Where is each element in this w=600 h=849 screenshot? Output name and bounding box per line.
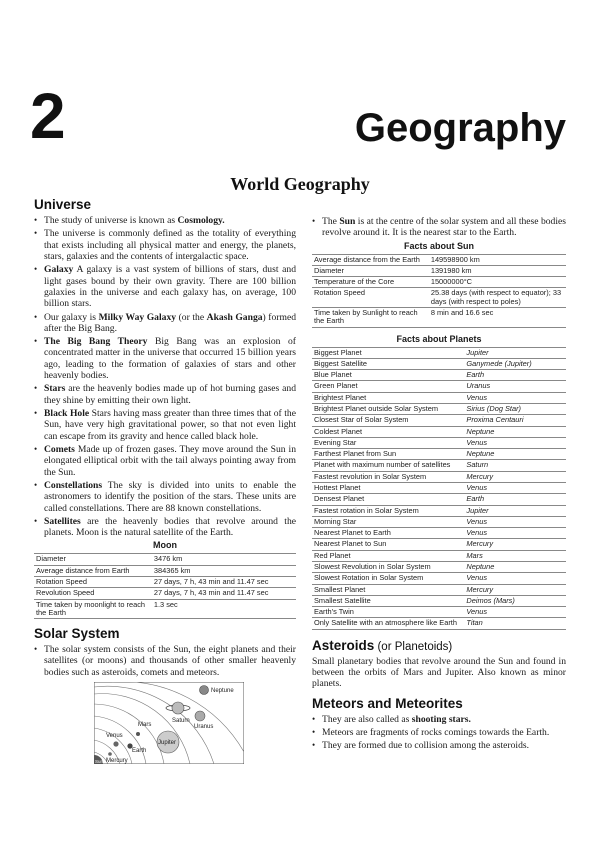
list-item: • Our galaxy is Milky Way Galaxy (or the Akash Ganga) formed after the Big Bang. <box>34 312 296 335</box>
list-item: • The Sun is at the centre of the solar system and all these bodies revolve around it. It is the nearest star to the Earth. <box>312 216 566 239</box>
table-row: Brightest Planet outside Solar System Sirius (Dog Star) <box>312 404 566 415</box>
universe-list <box>34 215 296 538</box>
table-row: Densest Planet Earth <box>312 494 566 505</box>
table-row: Only Satellite with an atmosphere like Earth Titan <box>312 618 566 629</box>
list-item: • The solar system consists of the Sun, the eight planets and their satellites (or moons) and thousands of other smaller heavenly bodies such as asteroids, comets and meteors. <box>34 644 296 678</box>
table-row: Earth's Twin Venus <box>312 607 566 618</box>
list-item: • Meteors are fragments of rocks comings towards the Earth. <box>312 727 566 738</box>
table-row: Diameter 3476 km <box>34 554 296 565</box>
table-row: Average distance from the Earth 149598900 km <box>312 254 566 265</box>
table-row: Biggest Satellite Ganymede (Jupiter) <box>312 358 566 369</box>
table-row: Fastest revolution in Solar System Mercury <box>312 471 566 482</box>
table-row: Evening Star Venus <box>312 437 566 448</box>
table-row: Rotation Speed 27 days, 7 h, 43 min and 11.47 sec <box>34 577 296 588</box>
chapter-number: 2 <box>30 80 66 152</box>
planets-table <box>312 347 566 630</box>
asteroids-heading: Asteroids (or Planetoids) <box>312 637 453 653</box>
list-item: • Constellations The sky is divided into units to enable the astronomers to identify the position of the stars. These units are called constellations. There are 88 known constellations. <box>34 480 296 514</box>
table-row: Closest Star of Solar System Proxima Centauri <box>312 415 566 426</box>
meteors-list <box>312 714 566 752</box>
table-row: Slowest Rotation in Solar System Venus <box>312 573 566 584</box>
earth-label: Earth <box>132 748 147 755</box>
list-item: • Stars are the heavenly bodies made up of hot burning gases and they shine by emitting their own light. <box>34 383 296 406</box>
table-row: Rotation Speed 25.38 days (with respect to equator); 33 days (with respect to poles) <box>312 288 566 308</box>
table-row: Time taken by Sunlight to reach the Earth 8 min and 16.6 sec <box>312 308 566 328</box>
table-row: Morning Star Venus <box>312 516 566 527</box>
table-row: Nearest Planet to Earth Venus <box>312 528 566 539</box>
left-column <box>34 197 296 764</box>
list-item: • Black Hole Stars having mass greater than three times that of the Sun, have very high gravitational power, so that not even light can escape from its gravity and hence called black hole. <box>34 408 296 442</box>
table-row: Revolution Speed 27 days, 7 h, 43 min and 11.47 sec <box>34 588 296 599</box>
uranus-label: Uranus <box>194 724 214 731</box>
chapter-title: Geography <box>354 106 566 150</box>
sun-intro-list <box>312 216 566 239</box>
list-item: • The Big Bang Theory Big Bang was an explosion of concentrated matter in the universe that occurred 15 billion years ago, leading to the formation of galaxies of stars and other heavenly bodies. <box>34 336 296 381</box>
planets-table-title: Facts about Planets <box>396 333 482 344</box>
right-column <box>312 216 566 754</box>
list-item: • They are also called as shooting stars. <box>312 714 566 725</box>
table-row: Biggest Planet Jupiter <box>312 347 566 358</box>
moon-table <box>34 553 296 619</box>
list-item: • The study of universe is known as Cosmology. <box>34 215 296 226</box>
table-row: Average distance from Earth 384365 km <box>34 565 296 576</box>
table-row: Time taken by moonlight to reach the Earth 1.3 sec <box>34 599 296 619</box>
universe-heading: Universe <box>34 197 92 212</box>
meteors-heading: Meteors and Meteorites <box>312 695 463 711</box>
sun-table <box>312 254 566 328</box>
saturn-label: Saturn <box>172 718 190 725</box>
list-item: • They are formed due to collision among the asteroids. <box>312 740 566 751</box>
solar-system-heading: Solar System <box>34 626 120 642</box>
table-row: Diameter 1391980 km <box>312 265 566 276</box>
mars-label: Mars <box>138 722 152 729</box>
table-row: Green Planet Uranus <box>312 381 566 392</box>
table-row: Red Planet Mars <box>312 550 566 561</box>
table-row: Nearest Planet to Sun Mercury <box>312 539 566 550</box>
table-row: Fastest rotation in Solar System Jupiter <box>312 505 566 516</box>
table-row: Brightest Planet Venus <box>312 392 566 403</box>
table-row: Hottest Planet Venus <box>312 482 566 493</box>
solar-system-diagram <box>94 682 244 764</box>
table-row: Coldest Planet Neptune <box>312 426 566 437</box>
venus-label: Venus <box>106 733 123 740</box>
table-row: Blue Planet Earth <box>312 370 566 381</box>
jupiter-label: Jupiter <box>158 740 177 747</box>
mercury-label: Mercury <box>106 758 128 765</box>
sun-table-title: Facts about Sun <box>403 240 474 251</box>
table-row: Smallest Planet Mercury <box>312 584 566 595</box>
table-row: Farthest Planet from Sun Neptune <box>312 449 566 460</box>
asteroids-text: Small planetary bodies that revolve around the Sun and found in between the orbits of Mars and Jupiter. Also known as minor planets. <box>312 655 566 690</box>
moon-table-title: Moon <box>153 540 177 551</box>
neptune-label: Neptune <box>211 688 234 695</box>
sun-label: Sun <box>95 759 104 765</box>
table-row: Slowest Revolution in Solar System Neptune <box>312 561 566 572</box>
table-row: Planet with maximum number of satellites Saturn <box>312 460 566 471</box>
solar-system-list <box>34 644 296 678</box>
table-row: Smallest Satellite Deimos (Mars) <box>312 595 566 606</box>
page-title: World Geography <box>230 174 370 194</box>
table-row: Temperature of the Core 15000000°C <box>312 277 566 288</box>
list-item: • The universe is commonly defined as the totality of everything that exists including all physical matter and energy, the planets, stars, galaxies and the contents of intergalactic space. <box>34 228 296 262</box>
list-item: • Satellites are the heavenly bodies that revolve around the planets. Moon is the natural satellite of the Earth. <box>34 516 296 539</box>
list-item: • Galaxy A galaxy is a vast system of billions of stars, dust and light gases bound by their own gravity. There are 100 billion galaxies in the universe and each galaxy has, on average, 100 billion stars. <box>34 264 296 309</box>
list-item: • Comets Made up of frozen gases. They move around the Sun in elongated elliptical orbit with the tail always pointing away from the Sun. <box>34 444 296 478</box>
